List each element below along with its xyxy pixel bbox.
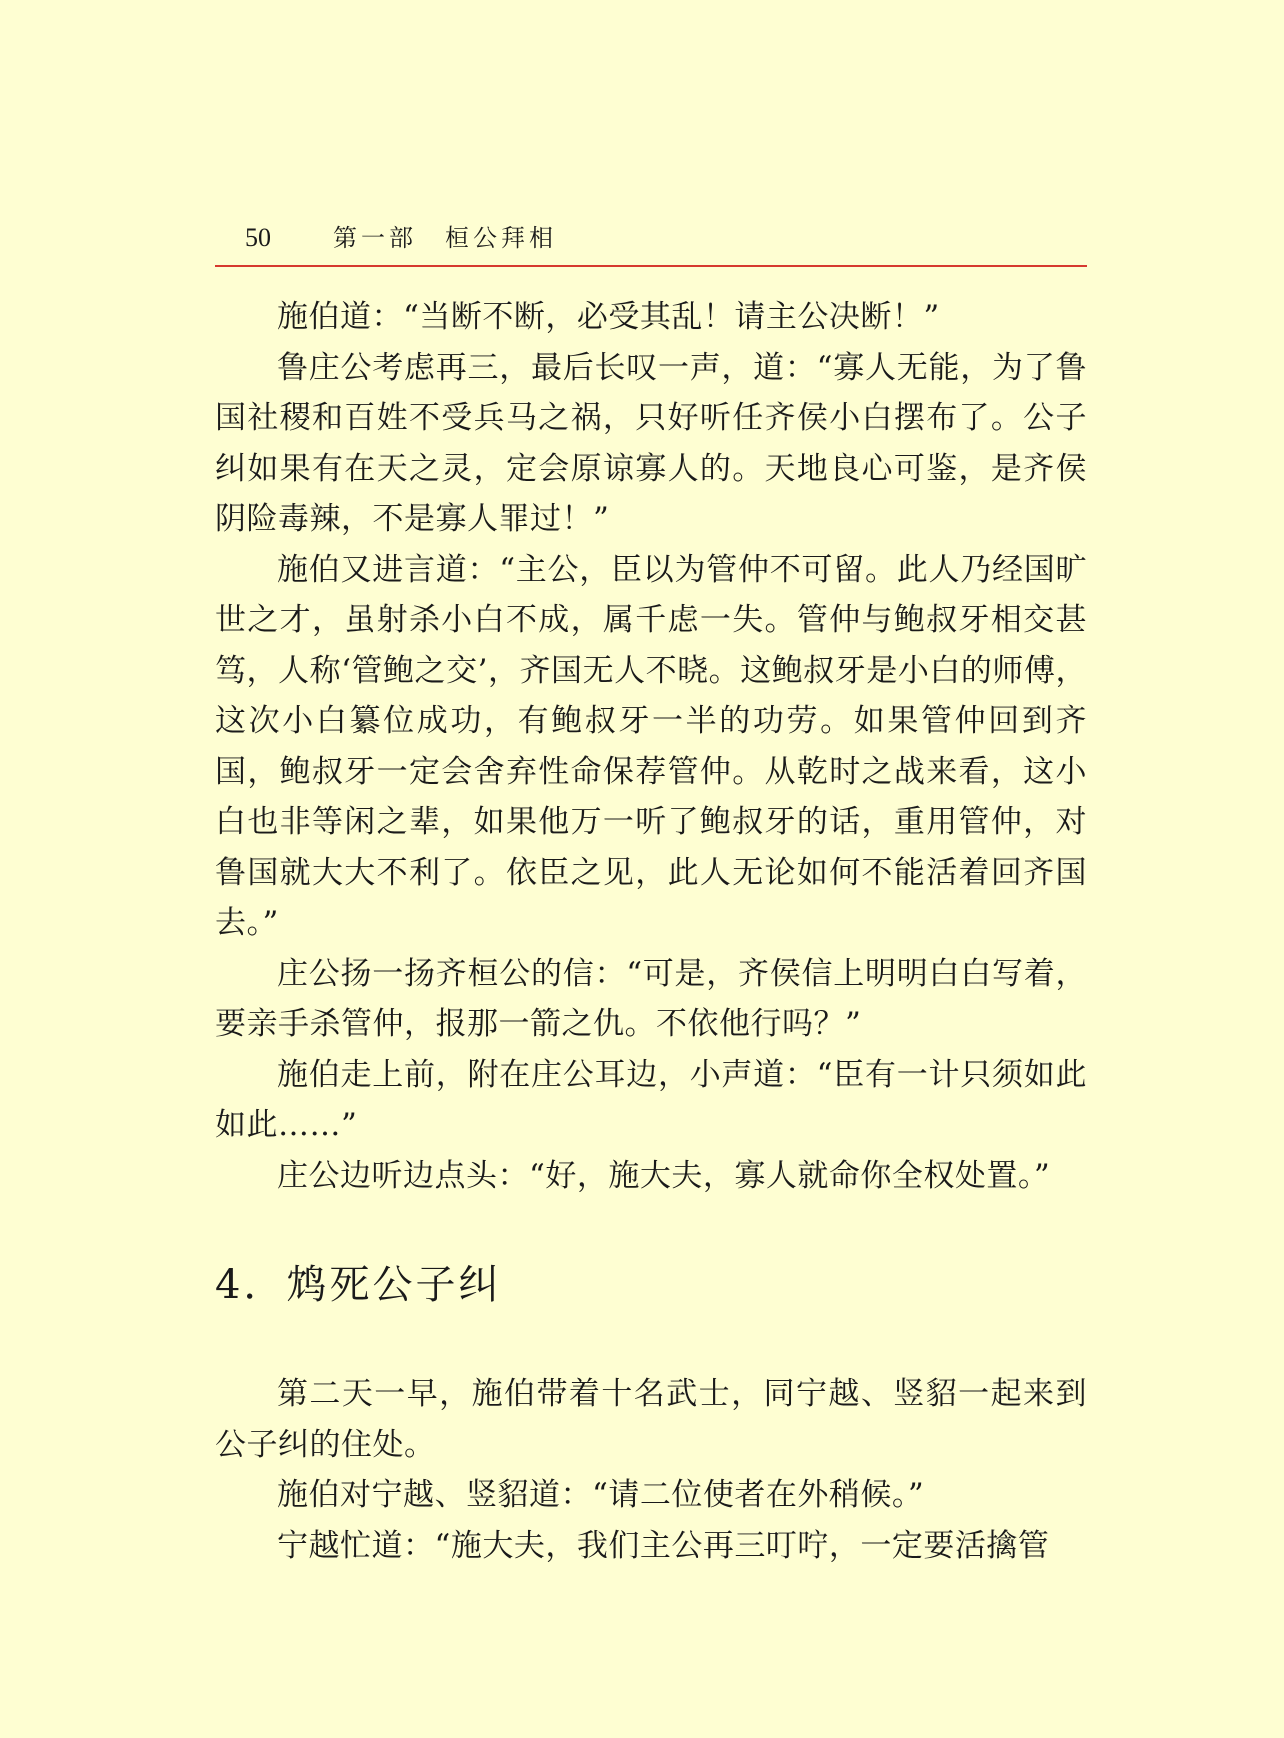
paragraph: 宁越忙道：“施大夫，我们主公再三叮咛，一定要活擒管 [277,1527,1050,1564]
paragraph: 施伯又进言道：“主公，臣以为管仲不可留。此人乃经国旷世之才，虽射杀小白不成，属千虑一失。管仲与鲍叔牙相交甚笃，人称‘管鲍之交’，齐国无人不晓。这鲍叔牙是小白的师傅，这次小白纂位成功，有鲍叔牙一半的功劳。如果管仲回到齐国，鲍叔牙一定会舍弃性命保荐管仲。从乾时之战来看，这小白也非等闲之辈，如果他万一听了鲍叔牙的话，重用管仲，对鲁国就大大不利了。依臣之见，此人无论如何不能活着回齐国去。” [215,551,1087,941]
section-title: 4．鸩死公子纠 [215,1262,502,1308]
header-rule [215,265,1087,267]
paragraph: 施伯道：“当断不断，必受其乱！请主公决断！” [277,299,940,335]
page-number: 50 [245,223,271,252]
paragraph: 庄公扬一扬齐桓公的信：“可是，齐侯信上明明白白写着，要亲手杀管仲，报那一箭之仇。不依他行吗？” [215,955,1087,1042]
page-body [215,292,1087,1571]
page-header [215,218,1087,258]
paragraph: 第二天一早，施伯带着十名武士，同宁越、竖貂一起来到公子纠的住处。 [215,1376,1087,1463]
paragraph: 鲁庄公考虑再三，最后长叹一声，道：“寡人无能，为了鲁国社稷和百姓不受兵马之祸，只好听任齐侯小白摆布了。公子纠如果有在天之灵，定会原谅寡人的。天地良心可鉴，是齐侯阴险毒辣，不是寡人罪过！” [215,349,1087,537]
paragraph: 庄公边听边点头：“好，施大夫，寡人就命你全权处置。” [277,1157,1051,1194]
running-title: 第一部 桓公拜相 [333,224,557,252]
paragraph: 施伯对宁越、竖貂道：“请二位使者在外稍候。” [277,1477,925,1513]
paragraph: 施伯走上前，附在庄公耳边，小声道：“臣有一计只须如此如此……” [215,1056,1087,1143]
